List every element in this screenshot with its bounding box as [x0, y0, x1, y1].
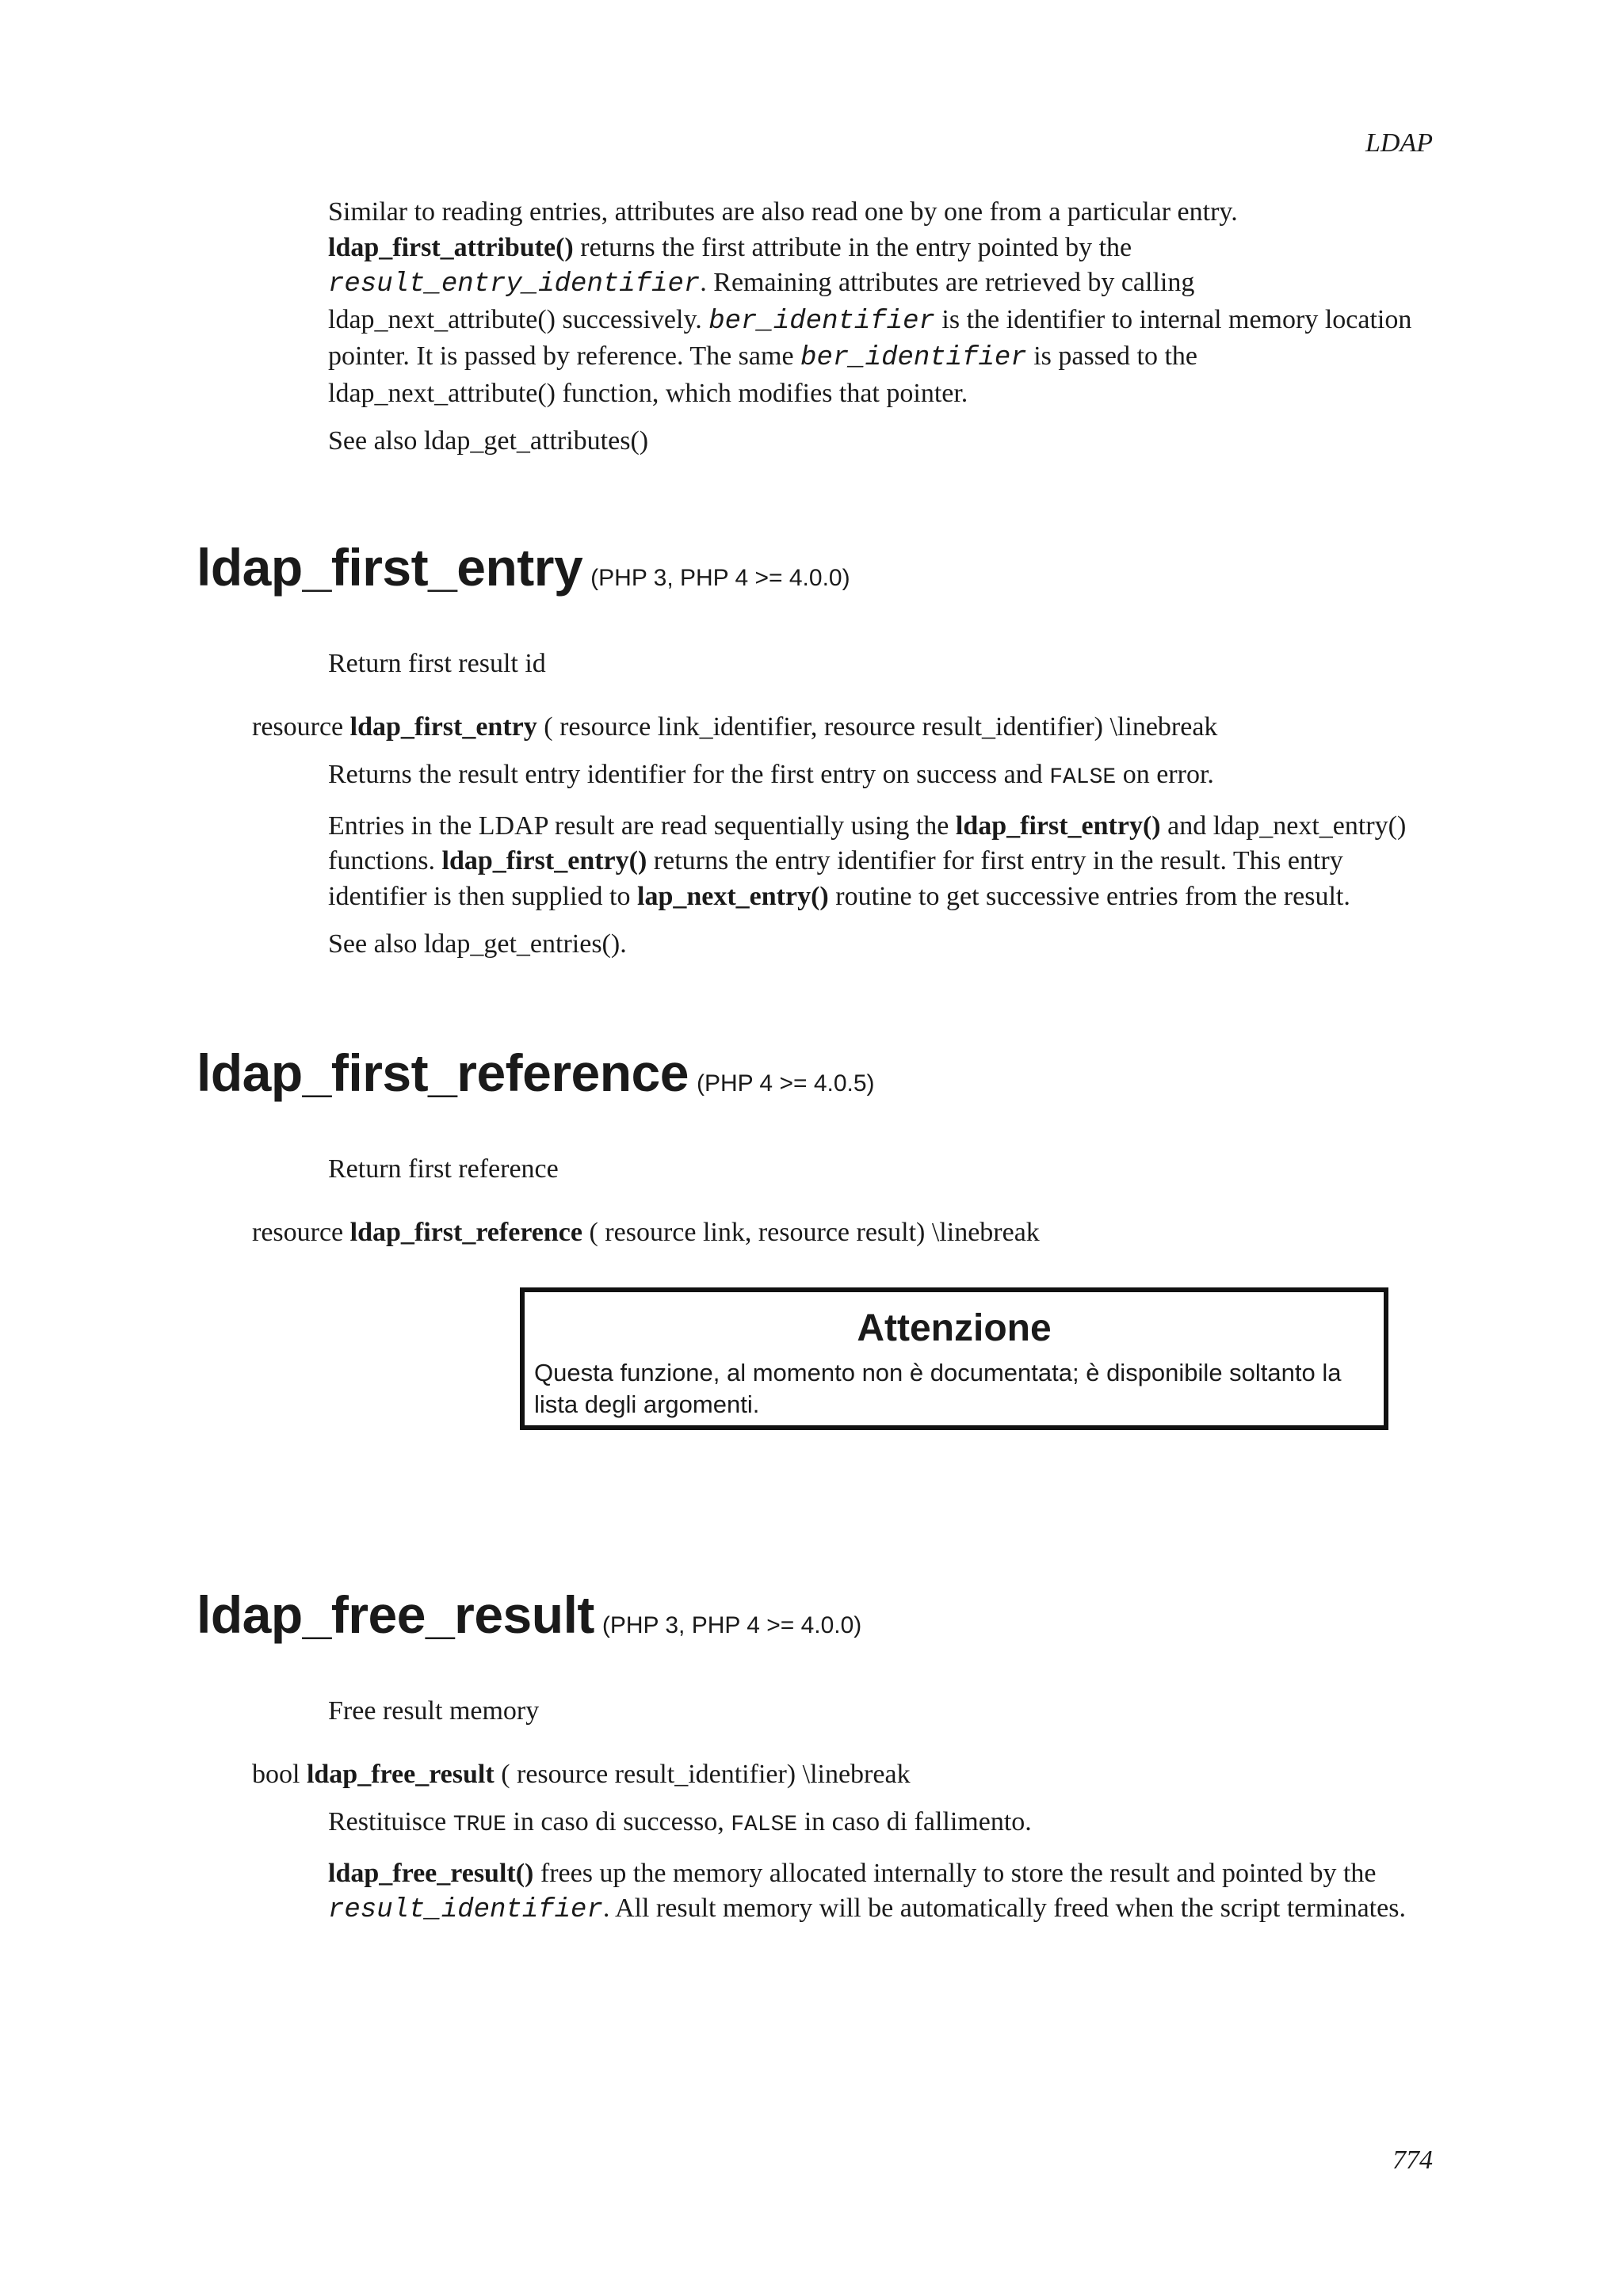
return-type: resource — [252, 1218, 350, 1247]
purpose-first-reference — [328, 1152, 1438, 1188]
text-run: Restituisce — [328, 1807, 453, 1836]
version-info: (PHP 3, PHP 4 >= 4.0.0) — [590, 565, 850, 591]
return-type: bool — [252, 1760, 307, 1789]
signature-free-result — [252, 1757, 911, 1792]
section-heading-first-entry — [197, 537, 850, 597]
section-heading-first-reference — [197, 1043, 875, 1103]
text-run: ldap_next_attribute() function, which modifies that pointer. — [328, 378, 968, 408]
signature-args: ( resource result_identifier) \linebreak — [494, 1760, 911, 1789]
return-type: resource — [252, 712, 350, 742]
text-run: pointer. It is passed by reference. The same — [328, 341, 801, 371]
text-run: Similar to reading entries, attributes are also read one by one from a particular entry. — [328, 197, 1238, 227]
text-run: in caso di fallimento. — [797, 1807, 1032, 1836]
text-run: . All result memory will be automatically freed when the script terminates. — [602, 1894, 1406, 1923]
text-run: identifier is then supplied to — [328, 881, 637, 911]
text-run: Entries in the LDAP result are read sequentially using the — [328, 810, 956, 841]
signature-args: ( resource link_identifier, resource result_identifier) \linebreak — [537, 712, 1218, 742]
running-header: LDAP — [1365, 128, 1433, 158]
text-run: is the identifier to internal memory location — [934, 304, 1412, 334]
signature-function: ldap_first_reference — [349, 1218, 582, 1247]
signature-first-entry — [252, 710, 1217, 745]
description-paragraph — [328, 809, 1438, 915]
purpose-text: Return first reference — [328, 1154, 559, 1184]
parameter-ref: ber_identifier — [800, 343, 1027, 373]
text-run: and ldap_next_entry() — [1160, 810, 1407, 841]
return-value — [328, 1805, 1438, 1844]
page-number: 774 — [1392, 2145, 1433, 2175]
function-ref: ldap_first_entry() — [441, 846, 647, 875]
warning-title: Attenzione — [857, 1307, 1052, 1349]
text-run: is passed to the — [1026, 341, 1198, 371]
intro-block — [328, 195, 1438, 460]
function-name: ldap_first_entry — [197, 538, 583, 597]
signature-first-reference — [252, 1215, 1040, 1250]
text-run: ldap_next_attribute() successively. — [328, 304, 709, 334]
parameter-ref: result_identifier — [328, 1895, 603, 1925]
text-run: frees up the memory allocated internally to store the result and pointed by the — [533, 1858, 1377, 1888]
function-name: ldap_first_reference — [197, 1043, 689, 1102]
constant: FALSE — [731, 1813, 798, 1837]
section-heading-free-result — [197, 1585, 861, 1645]
purpose-text: Free result memory — [328, 1696, 540, 1726]
text-run: on error. — [1116, 760, 1214, 789]
purpose-first-entry — [328, 646, 1438, 682]
version-info: (PHP 4 >= 4.0.5) — [696, 1070, 875, 1097]
intro-paragraph — [328, 195, 1438, 411]
signature-args: ( resource link, resource result) \linebreak — [582, 1218, 1040, 1247]
description-paragraph — [328, 1856, 1438, 1928]
signature-function: ldap_free_result — [306, 1760, 495, 1789]
purpose-text: Return first result id — [328, 649, 546, 678]
signature-function: ldap_first_entry — [349, 712, 537, 742]
function-name: ldap_free_result — [197, 1585, 594, 1644]
text-run: functions. — [328, 846, 442, 875]
constant: FALSE — [1049, 765, 1117, 790]
text-run: returns the first attribute in the entry pointed by the — [573, 232, 1132, 262]
description-first-entry — [328, 757, 1438, 963]
text-run: returns the entry identifier for first entry in the result. This entry — [647, 846, 1343, 875]
return-value — [328, 757, 1438, 796]
function-ref: ldap_first_attribute() — [328, 232, 574, 262]
see-also: See also ldap_get_entries(). — [328, 929, 627, 959]
parameter-ref: result_entry_identifier — [328, 269, 701, 299]
function-ref: ldap_free_result() — [328, 1858, 534, 1888]
text-run: routine to get successive entries from the result. — [828, 881, 1350, 911]
text-run: in caso di successo, — [506, 1807, 731, 1836]
warning-text: Questa funzione, al momento non è documentata; è disponibile soltanto la lista degli argomenti. — [534, 1359, 1342, 1418]
function-ref: lap_next_entry() — [637, 881, 829, 911]
parameter-ref: ber_identifier — [708, 306, 935, 337]
text-run: Returns the result entry identifier for the first entry on success and — [328, 760, 1050, 789]
function-ref: ldap_first_entry() — [955, 810, 1161, 841]
warning-box — [520, 1287, 1388, 1430]
text-run: . Remaining attributes are retrieved by calling — [700, 268, 1195, 297]
constant: TRUE — [453, 1813, 506, 1837]
description-free-result — [328, 1805, 1438, 1928]
version-info: (PHP 3, PHP 4 >= 4.0.0) — [601, 1612, 862, 1638]
see-also: See also ldap_get_attributes() — [328, 426, 649, 456]
purpose-free-result — [328, 1694, 1438, 1730]
